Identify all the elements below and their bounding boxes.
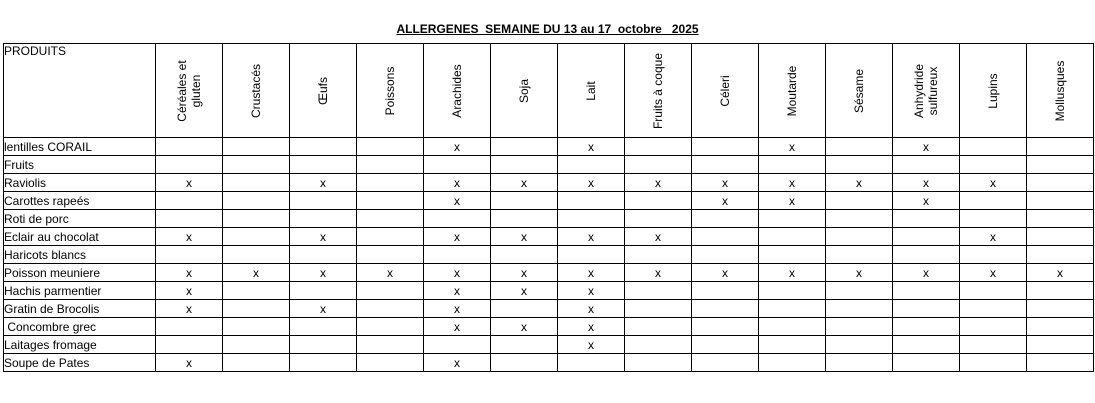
allergen-mark: x	[826, 174, 893, 192]
table-row	[4, 156, 1094, 174]
allergen-mark: x	[960, 264, 1027, 282]
allergen-mark	[357, 246, 424, 264]
allergen-mark	[156, 246, 223, 264]
allergen-mark	[625, 354, 692, 372]
allergen-mark	[223, 138, 290, 156]
table-row	[4, 318, 1094, 336]
allergen-mark: x	[960, 228, 1027, 246]
allergen-mark	[290, 336, 357, 354]
allergen-mark	[558, 192, 625, 210]
allergen-mark	[960, 282, 1027, 300]
allergen-mark	[290, 354, 357, 372]
allergen-mark	[357, 318, 424, 336]
allergen-mark	[156, 192, 223, 210]
allergen-mark: x	[424, 138, 491, 156]
allergen-mark	[692, 336, 759, 354]
table-body	[4, 138, 1094, 372]
allergen-mark: x	[1027, 264, 1094, 282]
allergen-mark	[1027, 192, 1094, 210]
allergen-mark: x	[424, 354, 491, 372]
page-title: ALLERGENES SEMAINE DU 13 au 17 octobre 2025	[396, 22, 699, 36]
allergen-label: Lait	[584, 80, 598, 101]
allergen-mark: x	[826, 264, 893, 282]
allergen-mark: x	[759, 138, 826, 156]
product-name: Carottes rapeés	[4, 192, 156, 210]
allergen-mark	[223, 336, 290, 354]
allergen-column-header	[223, 44, 290, 138]
allergen-mark	[156, 138, 223, 156]
allergen-mark	[357, 174, 424, 192]
allergen-mark	[290, 282, 357, 300]
allergen-mark	[357, 354, 424, 372]
allergen-column-header	[893, 44, 960, 138]
allergen-mark: x	[424, 300, 491, 318]
allergen-mark	[357, 210, 424, 228]
allergen-mark	[491, 192, 558, 210]
allergen-mark	[290, 156, 357, 174]
allergen-column-header	[826, 44, 893, 138]
allergen-mark: x	[759, 174, 826, 192]
allergen-mark: x	[290, 264, 357, 282]
allergen-mark: x	[491, 228, 558, 246]
allergen-mark: x	[156, 300, 223, 318]
allergen-mark	[893, 300, 960, 318]
allergen-column-header	[156, 44, 223, 138]
allergen-mark	[1027, 318, 1094, 336]
allergen-mark	[1027, 246, 1094, 264]
allergen-mark	[625, 246, 692, 264]
allergen-mark: x	[290, 174, 357, 192]
allergen-mark	[826, 192, 893, 210]
allergen-mark	[625, 156, 692, 174]
allergen-mark	[558, 246, 625, 264]
product-name: lentilles CORAIL	[4, 138, 156, 156]
allergen-mark	[1027, 336, 1094, 354]
allergen-label: Sésame	[852, 68, 866, 113]
allergen-mark	[826, 228, 893, 246]
allergen-column-header	[960, 44, 1027, 138]
allergen-column-header	[424, 44, 491, 138]
allergen-mark: x	[893, 264, 960, 282]
allergen-mark	[692, 246, 759, 264]
table-row	[4, 282, 1094, 300]
table-row	[4, 210, 1094, 228]
allergen-mark: x	[960, 174, 1027, 192]
allergen-label: Lupins	[986, 72, 1000, 109]
product-name: Eclair au chocolat	[4, 228, 156, 246]
product-name: Roti de porc	[4, 210, 156, 228]
allergen-label: Anhydride sulfureux	[912, 63, 940, 118]
allergen-mark	[625, 282, 692, 300]
allergen-mark: x	[558, 264, 625, 282]
allergen-mark	[692, 318, 759, 336]
allergen-mark	[290, 246, 357, 264]
allergen-mark	[960, 246, 1027, 264]
allergen-mark	[491, 354, 558, 372]
allergen-mark: x	[290, 228, 357, 246]
allergen-mark	[759, 228, 826, 246]
table-row	[4, 246, 1094, 264]
allergen-mark	[893, 246, 960, 264]
allergen-mark: x	[424, 318, 491, 336]
allergen-mark	[223, 354, 290, 372]
allergen-mark	[357, 300, 424, 318]
allergen-mark	[893, 354, 960, 372]
allergen-label: Arachides	[450, 63, 464, 118]
allergen-column-header	[625, 44, 692, 138]
allergen-mark	[424, 156, 491, 174]
allergen-mark	[491, 138, 558, 156]
allergen-mark	[625, 318, 692, 336]
allergen-mark	[1027, 228, 1094, 246]
allergen-mark	[625, 336, 692, 354]
allergen-mark	[893, 336, 960, 354]
allergen-mark	[491, 156, 558, 174]
allergen-mark: x	[558, 282, 625, 300]
allergen-mark: x	[223, 264, 290, 282]
allergen-mark	[223, 300, 290, 318]
allergen-column-header	[759, 44, 826, 138]
allergen-column-header	[491, 44, 558, 138]
allergen-label: Œufs	[316, 76, 330, 105]
allergen-mark	[692, 282, 759, 300]
allergen-mark	[558, 210, 625, 228]
allergen-mark	[491, 210, 558, 228]
table-row	[4, 228, 1094, 246]
allergen-mark: x	[625, 264, 692, 282]
allergen-mark: x	[558, 300, 625, 318]
allergen-column-header	[692, 44, 759, 138]
allergen-mark	[826, 156, 893, 174]
allergen-mark	[625, 300, 692, 318]
allergen-mark	[491, 336, 558, 354]
allergen-mark	[424, 210, 491, 228]
allergen-mark	[893, 210, 960, 228]
allergen-mark	[558, 156, 625, 174]
allergen-mark: x	[424, 282, 491, 300]
allergen-column-header	[558, 44, 625, 138]
allergen-mark	[223, 174, 290, 192]
allergen-mark: x	[491, 282, 558, 300]
allergen-label: Poissons	[383, 66, 397, 115]
product-name: Fruits	[4, 156, 156, 174]
allergen-mark	[357, 156, 424, 174]
allergen-mark	[156, 210, 223, 228]
allergen-mark: x	[424, 264, 491, 282]
header-row	[4, 44, 1094, 138]
allergen-mark: x	[424, 174, 491, 192]
allergen-mark	[156, 156, 223, 174]
product-name: Gratin de Brocolis	[4, 300, 156, 318]
allergen-mark	[290, 318, 357, 336]
allergen-mark: x	[424, 192, 491, 210]
allergen-mark: x	[558, 228, 625, 246]
allergen-mark	[625, 192, 692, 210]
allergen-mark	[893, 318, 960, 336]
table-row	[4, 300, 1094, 318]
allergen-mark: x	[558, 336, 625, 354]
allergen-mark	[759, 300, 826, 318]
allergen-mark	[692, 138, 759, 156]
allergen-label: Mollusques	[1053, 60, 1067, 121]
allergen-mark: x	[424, 228, 491, 246]
allergen-mark: x	[558, 318, 625, 336]
allergen-mark	[290, 192, 357, 210]
table-row	[4, 192, 1094, 210]
allergen-mark	[424, 246, 491, 264]
table-row	[4, 174, 1094, 192]
allergen-mark: x	[156, 264, 223, 282]
allergen-mark: x	[625, 174, 692, 192]
product-name: Raviolis	[4, 174, 156, 192]
allergen-mark	[1027, 210, 1094, 228]
allergen-table	[3, 43, 1094, 372]
table-row	[4, 264, 1094, 282]
allergen-mark	[692, 354, 759, 372]
allergen-mark	[357, 336, 424, 354]
allergen-mark	[1027, 300, 1094, 318]
allergen-mark	[960, 138, 1027, 156]
allergen-label: Fruits à coque	[651, 52, 665, 129]
allergen-mark	[826, 138, 893, 156]
allergen-mark	[223, 282, 290, 300]
allergen-mark	[223, 228, 290, 246]
allergen-mark	[893, 156, 960, 174]
allergen-mark	[1027, 156, 1094, 174]
product-name: Hachis parmentier	[4, 282, 156, 300]
allergen-mark	[826, 336, 893, 354]
allergen-mark	[223, 156, 290, 174]
table-row	[4, 354, 1094, 372]
allergen-mark	[1027, 138, 1094, 156]
allergen-column-header	[290, 44, 357, 138]
allergen-mark: x	[357, 264, 424, 282]
allergen-mark	[424, 336, 491, 354]
table-row	[4, 336, 1094, 354]
allergen-mark	[692, 228, 759, 246]
allergen-mark	[893, 228, 960, 246]
allergen-mark: x	[290, 300, 357, 318]
allergen-mark	[759, 354, 826, 372]
allergen-mark	[759, 210, 826, 228]
allergen-mark: x	[156, 174, 223, 192]
allergen-mark	[692, 300, 759, 318]
allergen-mark: x	[558, 138, 625, 156]
allergen-mark	[759, 336, 826, 354]
allergen-mark	[156, 336, 223, 354]
allergen-mark: x	[156, 354, 223, 372]
product-name: Poisson meuniere	[4, 264, 156, 282]
product-name: Haricots blancs	[4, 246, 156, 264]
allergen-mark	[960, 156, 1027, 174]
allergen-mark	[1027, 174, 1094, 192]
allergen-mark	[759, 282, 826, 300]
allergen-mark	[960, 210, 1027, 228]
allergen-mark	[759, 318, 826, 336]
allergen-mark	[960, 336, 1027, 354]
allergen-mark: x	[893, 192, 960, 210]
allergen-mark	[960, 318, 1027, 336]
allergen-label: Crustacés	[249, 63, 263, 118]
allergen-mark	[491, 300, 558, 318]
allergen-column-header	[357, 44, 424, 138]
allergen-mark: x	[759, 192, 826, 210]
allergen-mark	[156, 318, 223, 336]
allergen-mark	[223, 210, 290, 228]
allergen-mark: x	[156, 282, 223, 300]
allergen-mark	[960, 192, 1027, 210]
product-name: Laitages fromage	[4, 336, 156, 354]
allergen-mark: x	[491, 174, 558, 192]
allergen-mark: x	[558, 174, 625, 192]
products-column-header: PRODUITS	[4, 44, 156, 138]
allergen-mark	[491, 246, 558, 264]
allergen-mark	[826, 246, 893, 264]
allergen-mark	[826, 354, 893, 372]
allergen-mark: x	[692, 192, 759, 210]
allergen-mark	[357, 282, 424, 300]
allergen-mark	[692, 210, 759, 228]
allergen-mark	[357, 228, 424, 246]
allergen-mark	[625, 210, 692, 228]
allergen-mark: x	[625, 228, 692, 246]
allergen-mark	[826, 282, 893, 300]
product-name: Concombre grec	[4, 318, 156, 336]
allergen-mark: x	[893, 138, 960, 156]
allergen-label: Moutarde	[785, 65, 799, 116]
allergen-mark: x	[893, 174, 960, 192]
allergen-mark	[960, 300, 1027, 318]
allergen-mark	[223, 192, 290, 210]
allergen-mark: x	[692, 264, 759, 282]
allergen-mark	[223, 246, 290, 264]
allergen-mark	[692, 156, 759, 174]
allergen-mark: x	[491, 264, 558, 282]
allergen-mark	[357, 192, 424, 210]
allergen-label: Soja	[517, 78, 531, 103]
allergen-mark: x	[759, 264, 826, 282]
table-row	[4, 138, 1094, 156]
allergen-mark	[759, 246, 826, 264]
allergen-mark	[223, 318, 290, 336]
product-name: Soupe de Pates	[4, 354, 156, 372]
allergen-mark	[357, 138, 424, 156]
allergen-mark	[826, 318, 893, 336]
allergen-mark	[1027, 282, 1094, 300]
allergen-mark	[826, 300, 893, 318]
allergen-column-header	[1027, 44, 1094, 138]
allergen-mark	[290, 210, 357, 228]
allergen-mark	[1027, 354, 1094, 372]
allergen-label: Céréales et gluten	[175, 59, 203, 122]
allergen-mark	[625, 138, 692, 156]
allergen-mark: x	[156, 228, 223, 246]
allergen-mark	[960, 354, 1027, 372]
allergen-label: Céleri	[718, 74, 732, 107]
allergen-mark	[558, 354, 625, 372]
allergen-mark	[826, 210, 893, 228]
allergen-mark: x	[692, 174, 759, 192]
allergen-mark: x	[491, 318, 558, 336]
allergen-mark	[759, 156, 826, 174]
allergen-mark	[290, 138, 357, 156]
allergen-mark	[893, 282, 960, 300]
